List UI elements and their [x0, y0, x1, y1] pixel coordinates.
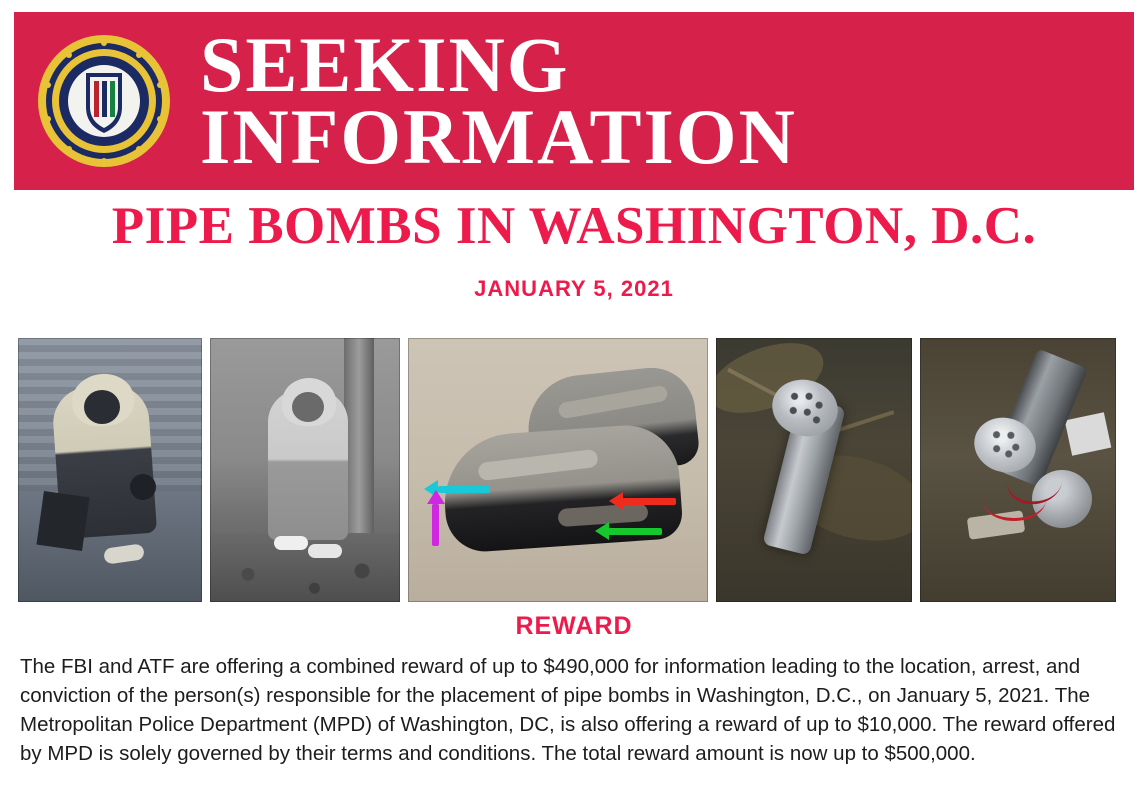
photo-strip — [18, 338, 1132, 602]
banner-title-line1: SEEKING — [200, 21, 570, 109]
banner-title-line2: INFORMATION — [200, 93, 797, 180]
evidence-photo-pipe-bomb-in-leaves — [716, 338, 912, 602]
surveillance-photo-suspect-walking-color — [18, 338, 202, 602]
poster-header-banner — [14, 12, 1134, 190]
evidence-photo-shoes-with-arrows — [408, 338, 708, 602]
evidence-photo-pipe-bomb-with-wires — [920, 338, 1116, 602]
reward-paragraph: The FBI and ATF are offering a combined reward of up to $490,000 for information leading to the location, arrest, and conviction of the person(s) responsible for the placement of pipe bombs in Washington, D.C., on January 5, 2021. The Metropolitan Police Department (MPD) of Washington, DC, is also offering a reward of up to $10,000. The reward offered by MPD is solely governed by their terms and conditions. The total reward amount is now up to $500,000. — [20, 655, 1116, 766]
page-title: PIPE BOMBS IN WASHINGTON, D.C. — [111, 197, 1037, 255]
fbi-seal-icon — [36, 33, 172, 169]
reward-description — [20, 652, 1132, 768]
incident-date: JANUARY 5, 2021 — [474, 276, 674, 301]
reward-heading: REWARD — [515, 612, 633, 640]
banner-title — [200, 21, 797, 180]
surveillance-photo-suspect-walking-grayscale — [210, 338, 400, 602]
